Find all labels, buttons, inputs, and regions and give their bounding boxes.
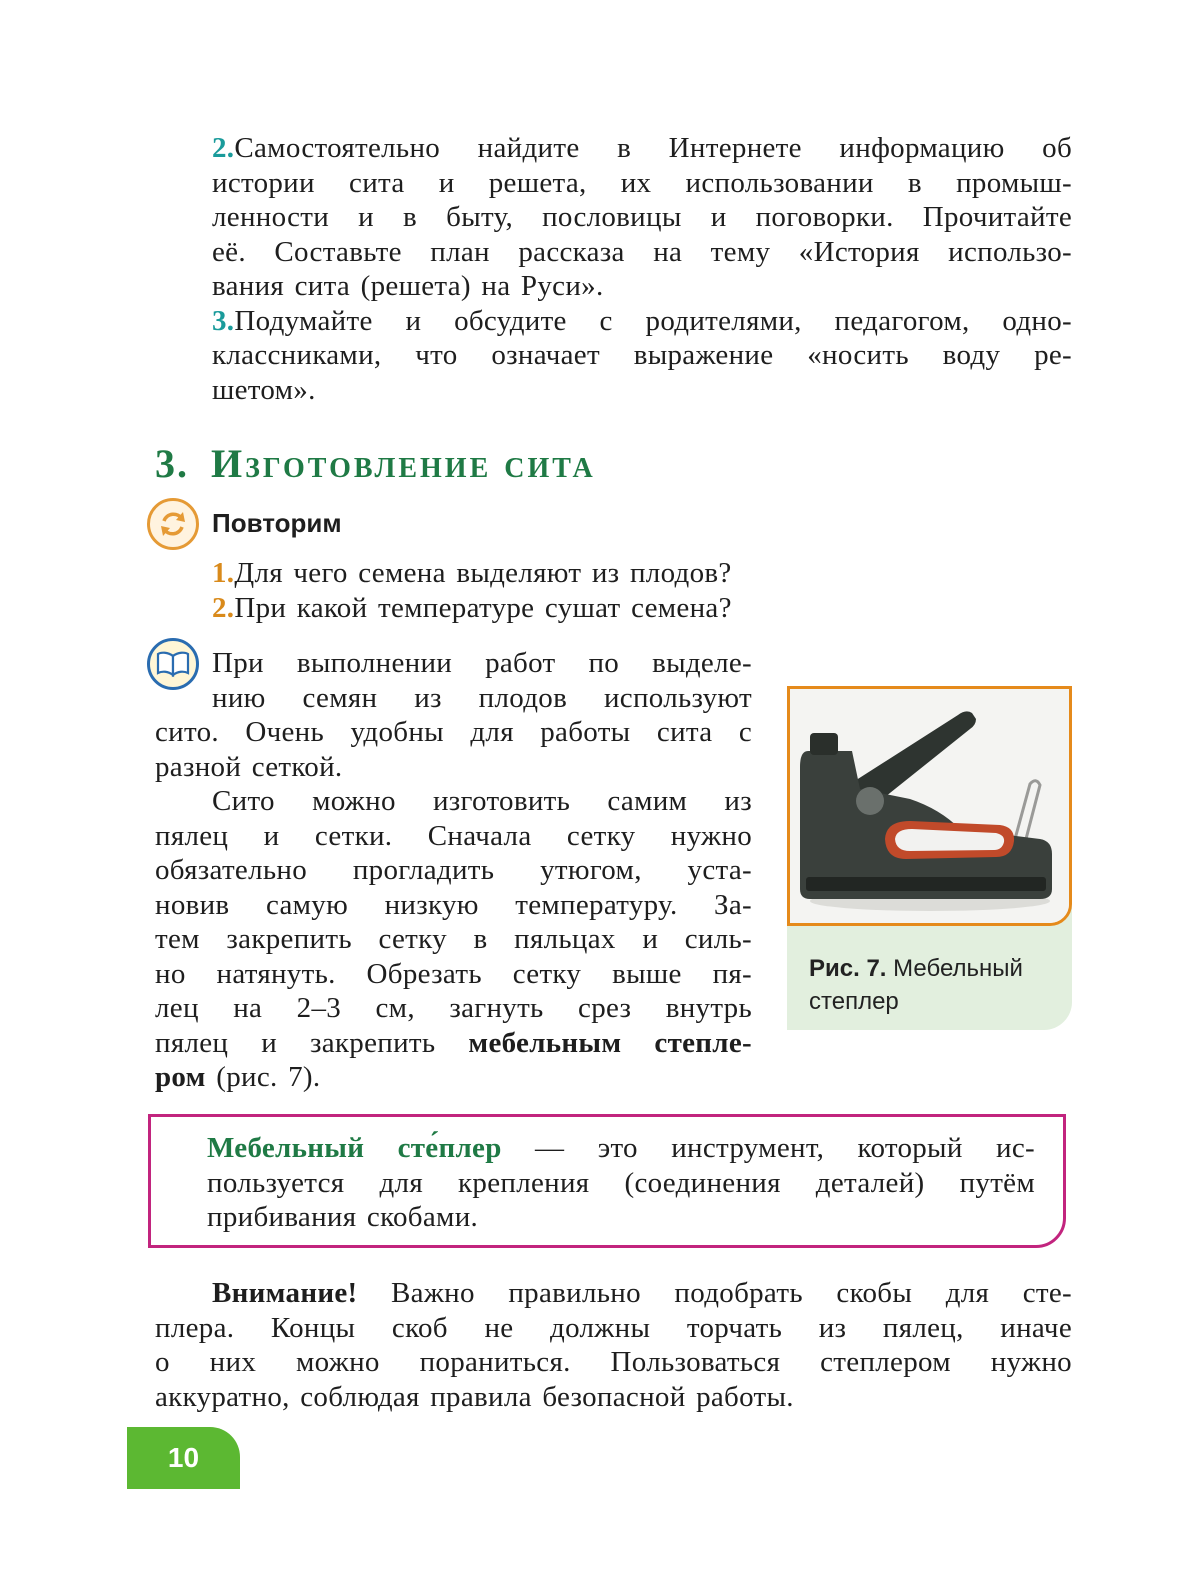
main-text-first-lines: При выполнении работ по выделе- нию семян из плодов используют xyxy=(212,647,752,714)
repeat-heading: Повторим xyxy=(212,508,342,538)
stapler-photo xyxy=(787,686,1072,926)
definition-term: Мебельный сте́плер xyxy=(207,1132,502,1164)
list-item: 1.Для чего семена выделяют из плодов? xyxy=(212,557,732,589)
figure-caption: Рис. 7. Мебельный степлер xyxy=(809,955,1023,1015)
main-text: сито. Очень удобны для работы сита с разной сеткой. Сито можно изготовить самим из пялец и сетки. Сначала сетку нужно обязательно прогладить утюгом, уста- новив самую низкую температуру. За- тем закрепить сетку в пяльцах и силь- но натянуть. Обрезать сетку выше пя- лец на 2–3 см, загнуть срез внутрь пялец и закрепить мебельным степле- ром (рис. 7). xyxy=(155,716,753,1093)
attention-label: Внимание! xyxy=(212,1277,358,1309)
task-3: 3.Подумайте и обсудите с родителями, педагогом, одно- xyxy=(212,304,1072,337)
repeat-list xyxy=(212,556,912,625)
task-2: 2.Самостоятельно найдите в Интернете информацию об истории сита и решета, их использовании в промыш- ленности и в быту, пословицы и поговорки. Прочитайте её. Составьте план рассказа на тему «История использо- вания сита (решета) на Руси». 3.Подумайте и обсудите с родителями, педагогом, одно- классниками, что означает выражение «носить воду ре- шетом». xyxy=(212,132,1072,406)
section-title: 3. Изготовление сита xyxy=(155,441,596,486)
definition-box: Мебельный сте́плер — это инструмент, который ис- пользуется для крепления (соединения деталей) путём прибивания скобами. xyxy=(148,1114,1066,1248)
list-item: 2.При какой температуре сушат семена? xyxy=(212,591,732,624)
task-3-number: 3. xyxy=(212,304,235,337)
task-2-number: 2. xyxy=(212,132,235,164)
attention-paragraph: Внимание! Важно правильно подобрать скобы для сте- плера. Концы скоб не должны торчать из пялец, иначе о них можно пораниться. Пользоваться степлером нужно аккуратно, соблюдая правила безопасной работы. xyxy=(155,1277,1072,1413)
book-icon xyxy=(147,638,199,690)
repeat-icon xyxy=(147,498,199,550)
page-number: 10 xyxy=(127,1427,240,1489)
figure-7 xyxy=(787,686,1072,1030)
